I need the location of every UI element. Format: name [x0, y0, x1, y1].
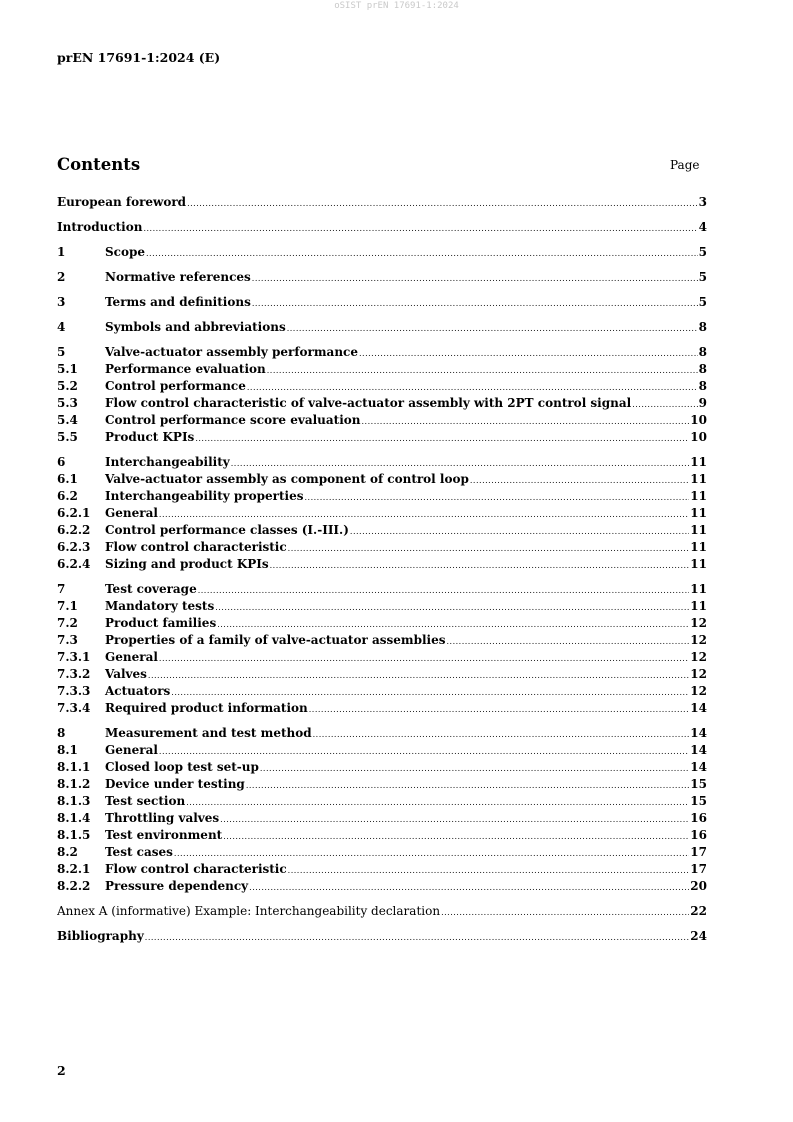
toc-entry-title: Test coverage	[105, 582, 197, 596]
toc-entry-title: General	[105, 743, 158, 757]
toc-entry[interactable]	[57, 777, 707, 794]
toc-entry-page: 12	[690, 616, 707, 630]
toc-entry[interactable]	[57, 845, 707, 862]
toc-entry[interactable]	[57, 430, 707, 447]
toc-entry-page: 4	[698, 220, 707, 234]
toc-entry-title: Mandatory tests	[105, 599, 215, 613]
toc-entry-title: Throttling valves	[105, 811, 220, 825]
toc-entry-number: 1	[57, 245, 66, 259]
toc-dot-leader	[350, 527, 689, 536]
toc-dot-leader	[198, 586, 690, 595]
toc-entry-page: 8	[698, 320, 707, 334]
toc-entry-title: Control performance	[105, 379, 246, 393]
toc-entry-title: Symbols and abbreviations	[105, 320, 286, 334]
toc-entry-page: 14	[690, 701, 707, 715]
toc-entry-page: 20	[690, 879, 707, 893]
toc-entry[interactable]	[57, 760, 707, 777]
toc-entry-number: 5.3	[57, 396, 78, 410]
toc-entry[interactable]	[57, 396, 707, 413]
toc-entry-title: Product families	[105, 616, 217, 630]
toc-entry[interactable]	[57, 362, 707, 379]
toc-entry-page: 11	[690, 472, 707, 486]
toc-entry[interactable]	[57, 667, 707, 684]
toc-dot-leader	[143, 224, 697, 233]
toc-entry[interactable]	[57, 379, 707, 396]
toc-dot-leader	[260, 764, 689, 773]
toc-entry-number: 6.1	[57, 472, 78, 486]
toc-entry-page: 14	[690, 760, 707, 774]
toc-entry-title: Control performance classes (I.-III.)	[105, 523, 349, 537]
toc-dot-leader	[359, 349, 698, 358]
toc-entry-number: 5	[57, 345, 66, 359]
toc-entry[interactable]	[57, 295, 707, 312]
toc-entry-number: 7.3.1	[57, 650, 91, 664]
toc-entry-page: 8	[698, 345, 707, 359]
toc-entry-page: 3	[698, 195, 707, 209]
toc-dot-leader	[148, 671, 689, 680]
toc-entry[interactable]	[57, 413, 707, 430]
toc-entry[interactable]	[57, 489, 707, 506]
toc-dot-leader	[171, 688, 689, 697]
toc-entry[interactable]	[57, 270, 707, 287]
toc-entry-title: Closed loop test set-up	[105, 760, 259, 774]
toc-dot-leader	[288, 544, 690, 553]
toc-entry-title: Pressure dependency	[105, 879, 249, 893]
toc-entry-number: 8.2.2	[57, 879, 91, 893]
toc-entry-title: Valve-actuator assembly performance	[105, 345, 358, 359]
toc-entry-page: 17	[690, 862, 707, 876]
toc-dot-leader	[231, 459, 690, 468]
toc-entry-number: 6	[57, 455, 66, 469]
toc-entry[interactable]	[57, 811, 707, 828]
toc-dot-leader	[287, 324, 698, 333]
toc-entry-title: Introduction	[57, 220, 143, 234]
toc-dot-leader	[309, 705, 690, 714]
toc-entry-page: 14	[690, 743, 707, 757]
toc-entry-page: 5	[698, 295, 707, 309]
toc-dot-leader	[267, 366, 698, 375]
toc-entry-title: General	[105, 650, 158, 664]
toc-entry-page: 12	[690, 684, 707, 698]
toc-entry-title: General	[105, 506, 158, 520]
toc-entry-number: 7.3.3	[57, 684, 91, 698]
toc-entry-page: 11	[690, 557, 707, 571]
toc-dot-leader	[270, 561, 690, 570]
toc-entry[interactable]	[57, 506, 707, 523]
toc-entry[interactable]	[57, 650, 707, 667]
toc-entry-number: 8.2.1	[57, 862, 91, 876]
toc-entry-title: European foreword	[57, 195, 187, 209]
toc-entry-number: 7	[57, 582, 66, 596]
toc-entry-title: Measurement and test method	[105, 726, 312, 740]
toc-entry-page: 11	[690, 455, 707, 469]
toc-dot-leader	[288, 866, 690, 875]
toc-dot-leader	[195, 434, 689, 443]
toc-entry-title: Required product information	[105, 701, 308, 715]
toc-dot-leader	[220, 815, 689, 824]
toc-entry[interactable]	[57, 616, 707, 633]
toc-entry-number: 6.2	[57, 489, 78, 503]
toc-dot-leader	[313, 730, 690, 739]
toc-dot-leader	[145, 933, 690, 942]
toc-dot-leader	[146, 249, 698, 258]
toc-entry-number: 7.3.4	[57, 701, 91, 715]
toc-entry-page: 10	[690, 430, 707, 444]
toc-entry-page: 12	[690, 650, 707, 664]
toc-entry-number: 6.2.3	[57, 540, 91, 554]
toc-entry-page: 5	[698, 245, 707, 259]
toc-dot-leader	[305, 493, 690, 502]
toc-entry[interactable]	[57, 879, 707, 896]
toc-dot-leader	[247, 383, 698, 392]
toc-entry-title: Properties of a family of valve-actuator assemblies	[105, 633, 446, 647]
toc-dot-leader	[159, 510, 689, 519]
toc-dot-leader	[215, 603, 689, 612]
toc-entry-title: Annex A (informative) Example: Interchangeability declaration	[57, 904, 441, 918]
toc-entry-number: 7.2	[57, 616, 78, 630]
toc-entry[interactable]	[57, 320, 707, 337]
toc-entry-title: Sizing and product KPIs	[105, 557, 269, 571]
toc-entry-number: 7.3	[57, 633, 78, 647]
toc-entry-title: Test cases	[105, 845, 173, 859]
watermark: oSIST prEN 17691-1:2024	[334, 1, 459, 11]
toc-entry-title: Test section	[105, 794, 186, 808]
toc-entry-number: 7.3.2	[57, 667, 91, 681]
toc-entry-title: Interchangeability	[105, 455, 230, 469]
toc-entry-number: 8.2	[57, 845, 78, 859]
toc-entry-number: 3	[57, 295, 66, 309]
toc-entry-page: 11	[690, 523, 707, 537]
toc-entry[interactable]	[57, 633, 707, 650]
toc-entry[interactable]	[57, 743, 707, 760]
toc-entry[interactable]	[57, 220, 707, 237]
toc-entry-number: 5.4	[57, 413, 78, 427]
toc-dot-leader	[174, 849, 689, 858]
toc-entry[interactable]	[57, 245, 707, 262]
toc-entry-number: 5.2	[57, 379, 78, 393]
toc-dot-leader	[252, 299, 698, 308]
toc-dot-leader	[447, 637, 690, 646]
toc-entry-number: 4	[57, 320, 66, 334]
toc-entry[interactable]	[57, 195, 707, 212]
toc-entry-title: Valve-actuator assembly as component of control loop	[105, 472, 469, 486]
toc-entry-page: 16	[690, 811, 707, 825]
toc-entry-page: 11	[690, 506, 707, 520]
toc-entry-page: 12	[690, 667, 707, 681]
toc-entry-page: 9	[698, 396, 707, 410]
toc-entry-page: 8	[698, 379, 707, 393]
contents-title: Contents	[57, 155, 141, 174]
toc-entry-title: Product KPIs	[105, 430, 195, 444]
toc-entry-title: Test environment	[105, 828, 223, 842]
toc-entry-title: Performance evaluation	[105, 362, 266, 376]
toc-entry-page: 5	[698, 270, 707, 284]
toc-entry-page: 11	[690, 582, 707, 596]
toc-entry[interactable]	[57, 472, 707, 489]
toc-dot-leader	[159, 747, 689, 756]
toc-entry-number: 2	[57, 270, 66, 284]
toc-entry-page: 8	[698, 362, 707, 376]
toc-entry-title: Flow control characteristic	[105, 540, 287, 554]
toc-dot-leader	[187, 199, 698, 208]
toc-entry-title: Scope	[105, 245, 146, 259]
toc-entry-title: Actuators	[105, 684, 171, 698]
toc-dot-leader	[159, 654, 689, 663]
toc-entry[interactable]	[57, 582, 707, 599]
toc-entry-number: 6.2.1	[57, 506, 91, 520]
toc-entry[interactable]	[57, 904, 707, 921]
toc-dot-leader	[186, 798, 689, 807]
toc-entry-page: 15	[690, 794, 707, 808]
toc-dot-leader	[217, 620, 689, 629]
toc-entry-number: 6.2.4	[57, 557, 91, 571]
toc-entry[interactable]	[57, 862, 707, 879]
toc-entry-number: 8.1.3	[57, 794, 91, 808]
toc-entry[interactable]	[57, 794, 707, 811]
toc-entry-page: 14	[690, 726, 707, 740]
toc-entry-page: 15	[690, 777, 707, 791]
toc-entry[interactable]	[57, 540, 707, 557]
toc-entry-page: 24	[690, 929, 707, 943]
document-id: prEN 17691-1:2024 (E)	[57, 50, 221, 65]
toc-entry-title: Flow control characteristic of valve-actuator assembly with 2PT control signal	[105, 396, 632, 410]
toc-entry-title: Flow control characteristic	[105, 862, 287, 876]
toc-entry-title: Control performance score evaluation	[105, 413, 361, 427]
toc-entry-title: Normative references	[105, 270, 251, 284]
toc-entry[interactable]	[57, 726, 707, 743]
toc-entry[interactable]	[57, 455, 707, 472]
toc-entry-page: 11	[690, 489, 707, 503]
toc-entry-page: 16	[690, 828, 707, 842]
toc-entry[interactable]	[57, 523, 707, 540]
toc-entry-title: Bibliography	[57, 929, 144, 943]
toc-entry-title: Interchangeability properties	[105, 489, 304, 503]
toc-dot-leader	[362, 417, 690, 426]
toc-entry[interactable]	[57, 345, 707, 362]
toc-entry-number: 5.5	[57, 430, 78, 444]
toc-dot-leader	[249, 883, 689, 892]
toc-entry-page: 11	[690, 540, 707, 554]
toc-entry-number: 8.1.4	[57, 811, 91, 825]
toc-entry-page: 11	[690, 599, 707, 613]
toc-entry-number: 8	[57, 726, 66, 740]
toc-dot-leader	[441, 908, 689, 917]
toc-entry[interactable]	[57, 599, 707, 616]
page-column-label: Page	[670, 158, 700, 172]
toc-entry-number: 5.1	[57, 362, 78, 376]
toc-entry-number: 8.1.5	[57, 828, 91, 842]
toc-entry-number: 8.1.2	[57, 777, 91, 791]
toc-entry[interactable]	[57, 557, 707, 574]
toc-dot-leader	[223, 832, 689, 841]
toc-entry[interactable]	[57, 828, 707, 845]
toc-dot-leader	[470, 476, 689, 485]
toc-entry-page: 17	[690, 845, 707, 859]
toc-entry-number: 8.1.1	[57, 760, 91, 774]
toc-entry-title: Valves	[105, 667, 147, 681]
toc-entry-page: 10	[690, 413, 707, 427]
toc-dot-leader	[252, 274, 698, 283]
toc-entry[interactable]	[57, 684, 707, 701]
table-of-contents	[57, 195, 707, 946]
toc-entry-number: 8.1	[57, 743, 78, 757]
toc-entry[interactable]	[57, 929, 707, 946]
page-number: 2	[57, 1063, 66, 1078]
toc-entry-title: Terms and definitions	[105, 295, 251, 309]
toc-entry-page: 12	[690, 633, 707, 647]
toc-entry-title: Device under testing	[105, 777, 245, 791]
toc-dot-leader	[632, 400, 697, 409]
toc-dot-leader	[246, 781, 689, 790]
toc-entry-page: 22	[690, 904, 707, 918]
toc-entry-number: 6.2.2	[57, 523, 91, 537]
toc-entry-number: 7.1	[57, 599, 78, 613]
toc-entry[interactable]	[57, 701, 707, 718]
